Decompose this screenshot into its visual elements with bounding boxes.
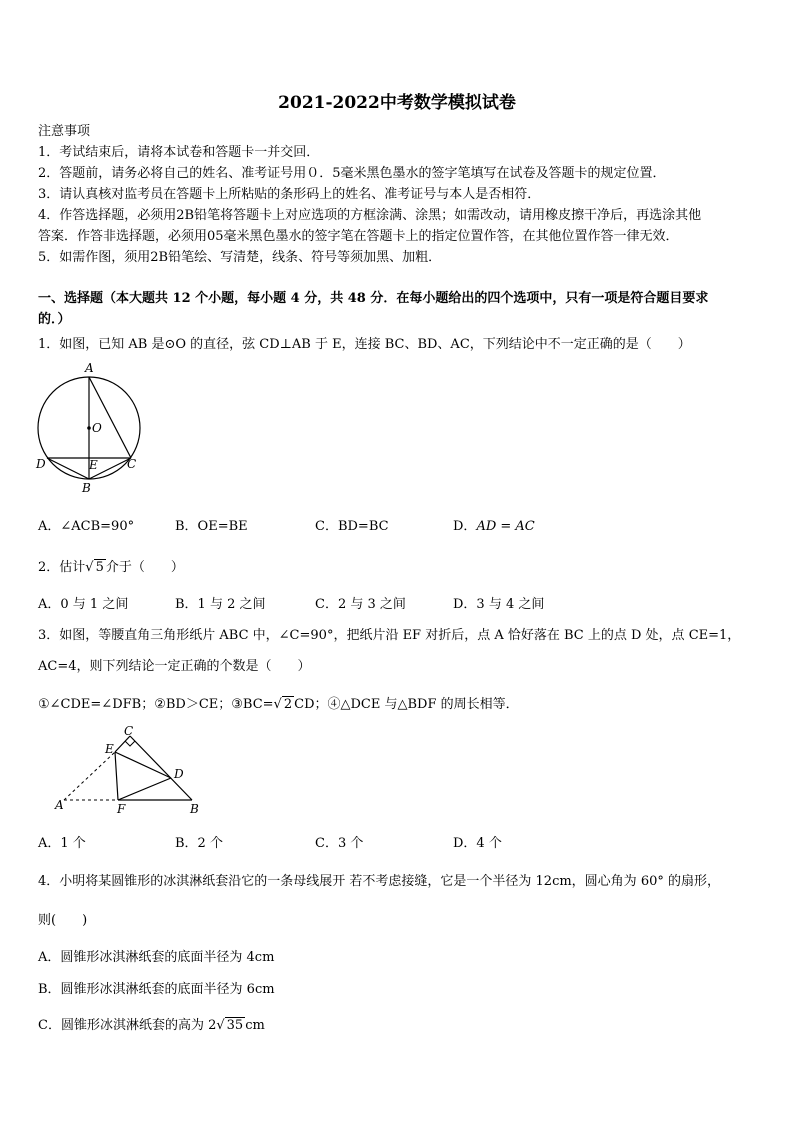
notice-item-2: 2．答题前，请务必将自己的姓名、准考证号用０．5毫米黑色墨水的签字笔填写在试卷及答题卡的规定位置． bbox=[38, 166, 666, 181]
label-o: O bbox=[92, 421, 102, 435]
q1-option-d-formula: AD = AC bbox=[476, 519, 535, 534]
q2-stem-suffix: 介于（ ） bbox=[105, 560, 184, 575]
q1-option-d-prefix: D． bbox=[453, 519, 477, 534]
q2-option-c: C．2 与 3 之间 bbox=[315, 597, 406, 612]
q3-figure bbox=[50, 725, 210, 820]
notice-item-4-cont: 答案．作答非选择题，必须用05毫米黑色墨水的签字笔在答题卡上的指定位置作答，在其他位置作答一律无效． bbox=[38, 229, 679, 244]
q3-statements-prefix: ①∠CDE=∠DFB；②BD＞CE；③BC= bbox=[38, 697, 274, 712]
q2-option-d: D．3 与 4 之间 bbox=[453, 597, 545, 612]
sqrt-symbol: √ 35 bbox=[216, 1018, 244, 1033]
q4-radicand: 35 bbox=[226, 1018, 244, 1033]
sqrt-symbol: √ 5 bbox=[85, 560, 104, 575]
section-heading: 一、选择题（本大题共 12 个小题，每小题 4 分，共 48 分．在每小题给出的四个选项中，只有一项是符合题目要求 bbox=[38, 291, 709, 306]
segment-fd bbox=[118, 778, 171, 800]
segment-ac bbox=[89, 377, 131, 458]
q3-option-d: D．4 个 bbox=[453, 836, 502, 851]
q3-statements-suffix: CD；④△DCE 与△BDF 的周长相等． bbox=[294, 697, 519, 712]
q2-stem bbox=[38, 556, 184, 575]
right-angle-mark bbox=[125, 741, 135, 746]
label-b: B bbox=[82, 481, 91, 495]
dashed-ae bbox=[64, 752, 115, 800]
q2-stem-prefix: 2．估计 bbox=[38, 560, 86, 575]
label-c: C bbox=[127, 457, 137, 471]
q3-statements bbox=[38, 693, 519, 712]
label-e: E bbox=[105, 742, 114, 756]
q4-stem-2: 则( ) bbox=[38, 913, 88, 928]
label-e: E bbox=[89, 458, 98, 472]
q4-option-c-prefix: C．圆锥形冰淇淋纸套的高为 2 bbox=[38, 1018, 217, 1033]
q4-option-b: B．圆锥形冰淇淋纸套的底面半径为 6cm bbox=[38, 982, 275, 997]
segment-ed bbox=[115, 752, 171, 778]
q1-option-d bbox=[453, 515, 535, 534]
label-a: A bbox=[85, 361, 94, 375]
notice-item-3: 3．请认真核对监考员在答题卡上所粘贴的条形码上的姓名、准考证号与本人是否相符． bbox=[38, 187, 541, 202]
q2-option-a: A．0 与 1 之间 bbox=[38, 597, 129, 612]
fold-ef bbox=[115, 752, 118, 800]
notice-item-4: 4．作答选择题，必须用2B铅笔将答题卡上对应选项的方框涂满、涂黑；如需改动，请用橡皮擦干净后，再选涂其他 bbox=[38, 208, 702, 223]
q3-stem-2: AC=4，则下列结论一定正确的个数是（ ） bbox=[38, 659, 311, 674]
label-d: D bbox=[174, 767, 184, 781]
q1-stem: 1．如图，已知 AB 是⊙O 的直径，弦 CD⊥AB 于 E，连接 BC、BD、AC，下列结论中不一定正确的是（ ） bbox=[38, 337, 691, 352]
q3-stem-1: 3．如图，等腰直角三角形纸片 ABC 中，∠C=90°，把纸片沿 EF 对折后，点 A 恰好落在 BC 上的点 D 处，点 CE=1， bbox=[38, 628, 741, 643]
section-heading-cont: 的．） bbox=[38, 312, 71, 327]
q1-option-a: A．∠ACB=90° bbox=[38, 519, 135, 534]
q4-option-c-suffix: cm bbox=[245, 1018, 265, 1033]
label-f: F bbox=[117, 802, 126, 816]
label-c: C bbox=[124, 725, 134, 738]
label-b: B bbox=[190, 802, 199, 816]
q3-radicand: 2 bbox=[283, 697, 293, 712]
q3-option-b: B．2 个 bbox=[175, 836, 223, 851]
q3-option-c: C．3 个 bbox=[315, 836, 364, 851]
label-a: A bbox=[55, 798, 64, 812]
q4-option-c bbox=[38, 1014, 265, 1033]
notice-heading: 注意事项 bbox=[38, 124, 91, 139]
sqrt-symbol: √ 2 bbox=[273, 697, 293, 712]
label-d: D bbox=[36, 457, 46, 471]
center-point bbox=[87, 426, 91, 430]
q2-radicand: 5 bbox=[95, 560, 104, 575]
q1-option-c: C．BD=BC bbox=[315, 519, 389, 534]
page-title: 2021-2022中考数学模拟试卷 bbox=[278, 93, 516, 113]
notice-item-5: 5．如需作图，须用2B铅笔绘、写清楚，线条、符号等须加黑、加粗． bbox=[38, 250, 442, 265]
q4-option-a: A．圆锥形冰淇淋纸套的底面半径为 4cm bbox=[38, 950, 275, 965]
q4-stem-1: 4．小明将某圆锥形的冰淇淋纸套沿它的一条母线展开 若不考虑接缝，它是一个半径为 12cm，圆心角为 60° 的扇形， bbox=[38, 874, 720, 889]
q1-figure bbox=[30, 358, 145, 498]
segment-bd bbox=[47, 458, 89, 479]
notice-item-1: 1．考试结束后，请将本试卷和答题卡一并交回． bbox=[38, 145, 320, 160]
q1-option-b: B．OE=BE bbox=[175, 519, 248, 534]
q3-option-a: A．1 个 bbox=[38, 836, 86, 851]
q2-option-b: B．1 与 2 之间 bbox=[175, 597, 266, 612]
